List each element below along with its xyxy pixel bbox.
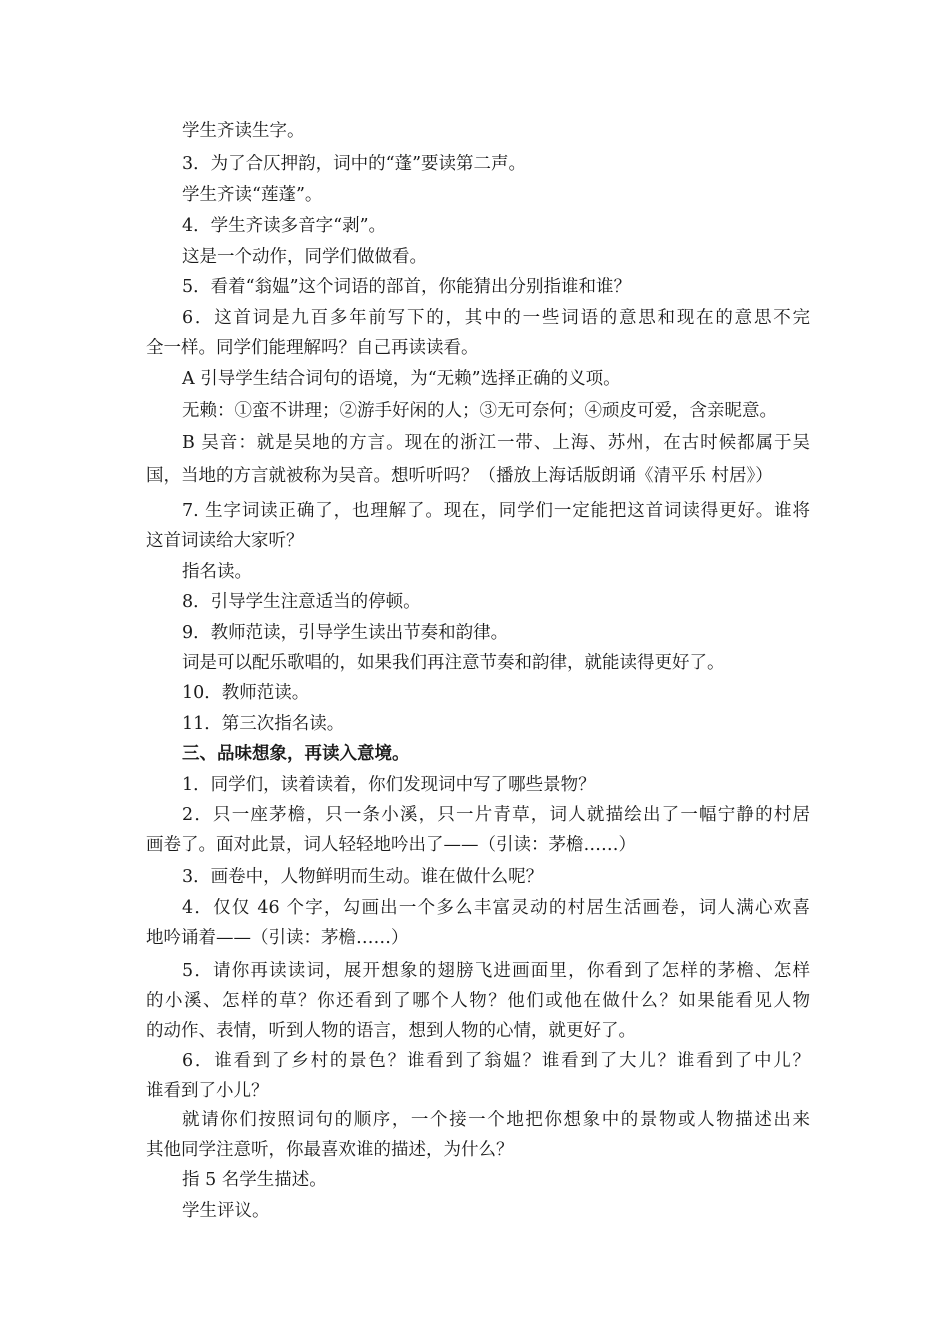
text-line: 指名读。	[182, 562, 252, 582]
text-line: 无赖：①蛮不讲理；②游手好闲的人；③无可奈何；④顽皮可爱，含亲昵意。	[182, 401, 777, 421]
paragraph-item-5	[146, 272, 810, 302]
text-line: 学生齐读“莲蓬”。	[182, 185, 323, 205]
text-line: 5．请你再读读词，展开想象的翅膀飞进画面里，你看到了怎样的茅檐、怎样	[182, 961, 810, 981]
text-line: 8．引导学生注意适当的停顿。	[182, 592, 421, 612]
text-line: 4．学生齐读多音字“剥”。	[182, 216, 387, 236]
paragraph-describe-order	[146, 1105, 810, 1165]
paragraph-five-students	[146, 1165, 810, 1195]
paragraph-item-11	[146, 709, 810, 739]
section-heading-text: 三、品味想象，再读入意境。	[182, 744, 410, 764]
text-line: 国，当地的方言就被称为吴音。想听听吗？（播放上海话版朗诵《清平乐 村居》）	[146, 466, 773, 486]
paragraph-call-name	[146, 557, 810, 587]
text-line: 10．教师范读。	[182, 683, 310, 703]
text-line: 这首词读给大家听？	[146, 531, 304, 551]
paragraph-item-7	[146, 496, 810, 556]
paragraph-item-3	[146, 149, 810, 179]
text-line: 6．这首词是九百多年前写下的，其中的一些词语的意思和现在的意思不完	[182, 308, 810, 328]
text-line: 全一样。同学们能理解吗？自己再读读看。	[146, 338, 479, 358]
text-line: 3．画卷中，人物鲜明而生动。谁在做什么呢？	[182, 867, 544, 887]
text-line: 这是一个动作，同学们做做看。	[182, 247, 427, 267]
paragraph-wulai-meanings	[146, 396, 810, 426]
text-line: 词是可以配乐歌唱的，如果我们再注意节奏和韵律，就能读得更好了。	[182, 653, 725, 673]
text-line: 11．第三次指名读。	[182, 714, 345, 734]
paragraph-action	[146, 242, 810, 272]
text-line: 的小溪、怎样的草？你还看到了哪个人物？他们或他在做什么？如果能看见人物	[146, 991, 810, 1011]
text-line: 7. 生字词读正确了，也理解了。现在，同学们一定能把这首词读得更好。谁将	[182, 501, 810, 521]
paragraph-item-4	[146, 211, 810, 241]
text-line: B 吴音：就是吴地的方言。现在的浙江一带、上海、苏州，在古时候都属于吴	[182, 433, 810, 453]
text-line: 5．看着“翁媪”这个词语的部首，你能猜出分别指谁和谁？	[182, 277, 632, 297]
paragraph-item-10	[146, 678, 810, 708]
text-line: 2．只一座茅檐，只一条小溪，只一片青草，词人就描绘出了一幅宁静的村居	[182, 805, 810, 825]
paragraph-option-b	[146, 428, 810, 491]
text-line: A 引导学生结合词句的语境，为“无赖”选择正确的义项。	[182, 369, 621, 389]
text-line: 9．教师范读，引导学生读出节奏和韵律。	[182, 623, 509, 643]
text-line: 3．为了合仄押韵，词中的“蓬”要读第二声。	[182, 154, 527, 174]
text-line: 的动作、表情，听到人物的语言，想到人物的心情，就更好了。	[146, 1021, 636, 1041]
paragraph-step-4	[146, 893, 810, 953]
paragraph-step-6	[146, 1046, 810, 1106]
paragraph-student-review	[146, 1196, 810, 1226]
text-line: 指 5 名学生描述。	[182, 1170, 327, 1190]
text-line: 学生评议。	[182, 1201, 270, 1221]
text-line: 学生齐读生字。	[182, 121, 305, 141]
paragraph-item-6	[146, 303, 810, 363]
paragraph-option-a	[146, 364, 810, 394]
document-page	[146, 0, 810, 1344]
paragraph-read-characters	[146, 116, 810, 146]
paragraph-item-8	[146, 587, 810, 617]
paragraph-item-9	[146, 618, 810, 648]
text-line: 就请你们按照词句的顺序，一个接一个地把你想象中的景物或人物描述出来	[182, 1110, 810, 1130]
section-heading-3	[146, 739, 810, 769]
paragraph-ci-music	[146, 648, 810, 678]
text-line: 地吟诵着——（引读：茅檐……）	[146, 928, 409, 948]
paragraph-step-5	[146, 956, 810, 1046]
text-line: 1．同学们，读着读着，你们发现词中写了哪些景物？	[182, 775, 596, 795]
text-line: 谁看到了小儿？	[146, 1081, 269, 1101]
text-line: 4．仅仅 46 个字，勾画出一个多么丰富灵动的村居生活画卷，词人满心欢喜	[182, 898, 810, 918]
text-line: 画卷了。面对此景，词人轻轻地吟出了——（引读：茅檐……）	[146, 835, 636, 855]
paragraph-read-lianpeng	[146, 180, 810, 210]
paragraph-step-3	[146, 862, 810, 892]
paragraph-step-1	[146, 770, 810, 800]
text-line: 其他同学注意听，你最喜欢谁的描述，为什么？	[146, 1140, 514, 1160]
text-line: 6．谁看到了乡村的景色？谁看到了翁媪？谁看到了大儿？谁看到了中儿？	[182, 1051, 810, 1071]
paragraph-step-2	[146, 800, 810, 860]
